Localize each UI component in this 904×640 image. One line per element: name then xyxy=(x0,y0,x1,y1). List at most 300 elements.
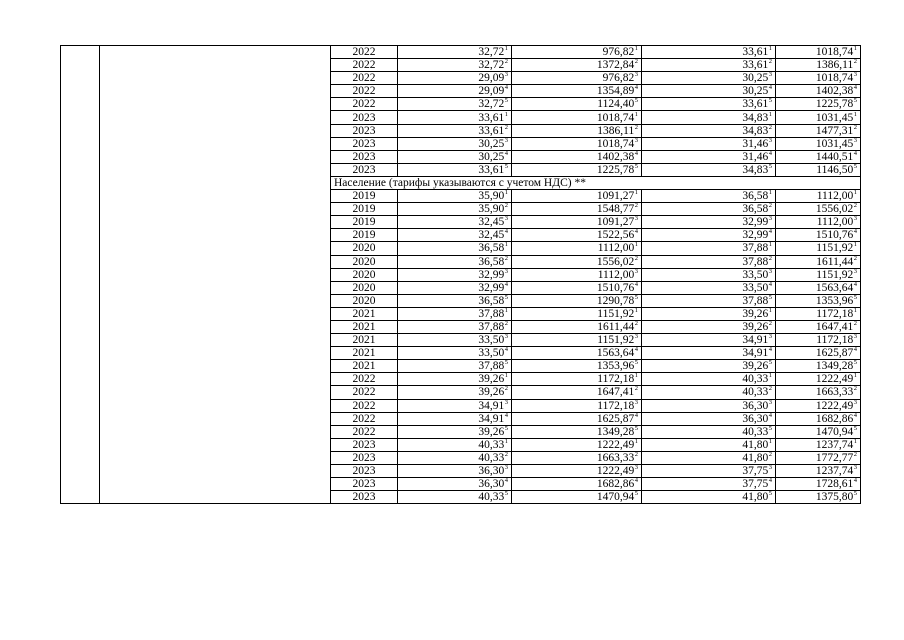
footnote-mark: 1 xyxy=(504,110,508,118)
footnote-mark: 5 xyxy=(853,294,857,301)
footnote-mark: 1 xyxy=(853,438,857,445)
year-cell: 2019 xyxy=(331,203,398,216)
tariff-value: 32,99 xyxy=(742,216,769,229)
footnote-mark: 3 xyxy=(853,215,857,223)
tariff-value: 39,26 xyxy=(478,425,505,438)
tariff-value: 41,80 xyxy=(742,451,769,464)
tariff-value: 30,25 xyxy=(742,85,769,98)
tariff-value: 34,91 xyxy=(742,347,769,360)
tariff-cell-4 xyxy=(776,150,861,163)
tariff-value: 33,50 xyxy=(742,268,769,281)
footnote-mark: 1 xyxy=(853,372,857,380)
tariff-value: 41,80 xyxy=(742,491,769,504)
tariff-value: 32,45 xyxy=(478,216,505,229)
footnote-mark: 3 xyxy=(634,399,638,406)
tariff-value: 1386,11 xyxy=(816,59,854,72)
footnote-mark: 4 xyxy=(853,412,857,419)
footnote-mark: 3 xyxy=(504,333,508,341)
year-cell: 2022 xyxy=(331,373,398,386)
tariff-value: 32,99 xyxy=(478,268,505,281)
tariff-cell-4 xyxy=(776,203,861,216)
footnote-mark: 4 xyxy=(768,412,772,419)
tariff-cell-4 xyxy=(776,229,861,242)
footnote-mark: 3 xyxy=(768,268,772,275)
tariff-value: 1222,49 xyxy=(815,373,854,386)
tariff-value: 1477,31 xyxy=(815,124,854,137)
tariff-cell-4 xyxy=(776,59,861,72)
tariff-cell-3 xyxy=(642,268,776,281)
footnote-mark: 4 xyxy=(634,477,638,485)
tariff-value: 1018,74 xyxy=(596,111,635,124)
footnote-mark: 2 xyxy=(634,451,638,458)
tariff-value: 34,91 xyxy=(742,334,769,347)
footnote-mark: 3 xyxy=(853,71,857,79)
tariff-value: 40,33 xyxy=(478,438,505,451)
footnote-mark: 1 xyxy=(634,189,638,197)
tariff-cell-3 xyxy=(642,150,776,163)
footnote-mark: 5 xyxy=(634,359,638,367)
tariff-value: 1151,92 xyxy=(816,242,854,255)
footnote-mark: 4 xyxy=(853,281,857,288)
footnote-mark: 5 xyxy=(504,490,508,498)
footnote-mark: 3 xyxy=(768,333,772,341)
tariff-cell-3 xyxy=(642,163,776,176)
footnote-mark: 5 xyxy=(768,294,772,301)
tariff-cell-3 xyxy=(642,491,776,504)
year-cell: 2019 xyxy=(331,216,398,229)
tariff-cell-2 xyxy=(512,438,642,451)
tariff-value: 31,46 xyxy=(742,150,769,163)
tariff-cell-1 xyxy=(398,451,512,464)
year-cell: 2020 xyxy=(331,242,398,255)
year-cell: 2021 xyxy=(331,347,398,360)
footnote-mark: 3 xyxy=(504,464,508,472)
tariff-value: 35,90 xyxy=(478,190,505,203)
tariff-value: 41,80 xyxy=(742,438,769,451)
tariff-cell-3 xyxy=(642,465,776,478)
footnote-mark: 1 xyxy=(768,189,772,197)
footnote-mark: 1 xyxy=(768,307,772,314)
tariff-cell-4 xyxy=(776,373,861,386)
tariff-cell-2 xyxy=(512,373,642,386)
tariff-value: 1222,49 xyxy=(596,438,635,451)
tariff-cell-2 xyxy=(512,190,642,203)
tariff-cell-2 xyxy=(512,491,642,504)
year-cell: 2022 xyxy=(331,85,398,98)
footnote-mark: 3 xyxy=(768,399,772,406)
footnote-mark: 4 xyxy=(504,346,508,354)
footnote-mark: 3 xyxy=(504,399,508,406)
footnote-mark: 1 xyxy=(504,241,508,249)
tariff-value: 29,09 xyxy=(478,72,505,85)
footnote-mark: 2 xyxy=(768,58,772,66)
year-cell: 2023 xyxy=(331,124,398,137)
footnote-mark: 5 xyxy=(504,163,508,170)
footnote-mark: 3 xyxy=(853,268,857,275)
footnote-mark: 5 xyxy=(853,490,857,498)
tariff-value: 34,91 xyxy=(478,412,505,425)
footnote-mark: 5 xyxy=(768,163,772,170)
footnote-mark: 5 xyxy=(634,425,638,432)
footnote-mark: 1 xyxy=(768,438,772,445)
footnote-mark: 1 xyxy=(853,189,857,197)
tariff-value: 36,58 xyxy=(478,255,505,268)
footnote-mark: 2 xyxy=(768,255,772,262)
footnote-mark: 3 xyxy=(768,464,772,472)
footnote-mark: 3 xyxy=(634,137,638,144)
tariff-cell-2 xyxy=(512,242,642,255)
footnote-mark: 3 xyxy=(634,268,638,275)
footnote-mark: 2 xyxy=(504,58,508,66)
footnote-mark: 3 xyxy=(504,137,508,144)
tariff-cell-1 xyxy=(398,412,512,425)
tariff-cell-1 xyxy=(398,399,512,412)
footnote-mark: 5 xyxy=(853,359,857,367)
tariff-value: 1237,74 xyxy=(815,465,854,478)
tariff-cell-1 xyxy=(398,347,512,360)
tariff-cell-1 xyxy=(398,425,512,438)
tariff-cell-4 xyxy=(776,216,861,229)
tariff-value: 40,33 xyxy=(742,373,769,386)
tariff-cell-3 xyxy=(642,425,776,438)
tariff-value: 1663,33 xyxy=(815,386,854,399)
tariff-value: 1772,77 xyxy=(815,451,854,464)
tariff-table xyxy=(60,45,861,504)
tariff-value: 1728,61 xyxy=(815,478,854,491)
footnote-mark: 4 xyxy=(853,150,857,157)
tariff-value: 39,26 xyxy=(742,321,769,334)
tariff-cell-2 xyxy=(512,255,642,268)
year-cell: 2021 xyxy=(331,334,398,347)
section-title: Население (тарифы указываются с учетом НДС) ** xyxy=(331,176,861,189)
tariff-value: 1146,50 xyxy=(816,163,854,176)
footnote-mark: 2 xyxy=(853,451,857,458)
tariff-value: 32,99 xyxy=(478,281,505,294)
tariff-cell-1 xyxy=(398,478,512,491)
footnote-mark: 5 xyxy=(634,97,638,105)
tariff-cell-2 xyxy=(512,229,642,242)
tariff-value: 1151,92 xyxy=(597,307,635,320)
tariff-cell-4 xyxy=(776,72,861,85)
tariff-cell-4 xyxy=(776,347,861,360)
tariff-value: 36,30 xyxy=(478,465,505,478)
tariff-value: 30,25 xyxy=(478,150,505,163)
footnote-mark: 5 xyxy=(853,97,857,105)
footnote-mark: 1 xyxy=(634,307,638,314)
year-cell: 2022 xyxy=(331,399,398,412)
tariff-value: 33,61 xyxy=(478,111,505,124)
tariff-value: 1510,76 xyxy=(596,281,635,294)
footnote-mark: 1 xyxy=(504,189,508,197)
footnote-mark: 3 xyxy=(768,137,772,144)
tariff-cell-1 xyxy=(398,465,512,478)
tariff-value: 1112,00 xyxy=(816,216,854,229)
tariff-value: 30,25 xyxy=(742,72,769,85)
footnote-mark: 2 xyxy=(853,255,857,262)
tariff-value: 36,30 xyxy=(742,412,769,425)
footnote-mark: 1 xyxy=(853,241,857,249)
tariff-cell-3 xyxy=(642,438,776,451)
tariff-cell-4 xyxy=(776,98,861,111)
tariff-cell-1 xyxy=(398,334,512,347)
tariff-value: 37,88 xyxy=(478,360,505,373)
footnote-mark: 5 xyxy=(504,97,508,105)
tariff-cell-1 xyxy=(398,281,512,294)
footnote-mark: 2 xyxy=(853,124,857,131)
tariff-cell-3 xyxy=(642,216,776,229)
tariff-value: 1031,45 xyxy=(815,137,854,150)
tariff-cell-3 xyxy=(642,255,776,268)
footnote-mark: 5 xyxy=(853,425,857,432)
tariff-value: 1647,41 xyxy=(596,386,635,399)
year-cell: 2020 xyxy=(331,268,398,281)
tariff-cell-2 xyxy=(512,360,642,373)
tariff-cell-1 xyxy=(398,190,512,203)
tariff-cell-4 xyxy=(776,255,861,268)
year-cell: 2022 xyxy=(331,59,398,72)
year-cell: 2022 xyxy=(331,72,398,85)
tariff-value: 34,83 xyxy=(742,124,769,137)
tariff-cell-4 xyxy=(776,242,861,255)
tariff-value: 39,26 xyxy=(742,307,769,320)
tariff-cell-1 xyxy=(398,360,512,373)
footnote-mark: 5 xyxy=(504,359,508,367)
tariff-value: 1647,41 xyxy=(815,321,854,334)
year-cell: 2019 xyxy=(331,190,398,203)
tariff-value: 1470,94 xyxy=(596,491,635,504)
tariff-value: 1470,94 xyxy=(815,425,854,438)
tariff-value: 1172,18 xyxy=(816,334,854,347)
footnote-mark: 3 xyxy=(853,137,857,144)
tariff-cell-2 xyxy=(512,59,642,72)
footnote-mark: 1 xyxy=(634,372,638,380)
tariff-cell-2 xyxy=(512,334,642,347)
tariff-cell-4 xyxy=(776,46,861,59)
tariff-value: 36,58 xyxy=(478,242,505,255)
tariff-value: 33,61 xyxy=(742,46,769,59)
tariff-value: 37,88 xyxy=(742,242,769,255)
tariff-cell-2 xyxy=(512,137,642,150)
tariff-cell-2 xyxy=(512,124,642,137)
tariff-value: 1031,45 xyxy=(815,111,854,124)
footnote-mark: 4 xyxy=(504,412,508,419)
tariff-cell-1 xyxy=(398,150,512,163)
tariff-value: 39,26 xyxy=(742,360,769,373)
tariff-value: 1112,00 xyxy=(597,268,635,281)
tariff-cell-2 xyxy=(512,163,642,176)
tariff-cell-1 xyxy=(398,386,512,399)
footnote-mark: 4 xyxy=(768,228,772,236)
tariff-value: 37,88 xyxy=(742,255,769,268)
footnote-mark: 2 xyxy=(504,320,508,328)
tariff-value: 1124,40 xyxy=(597,98,635,111)
tariff-cell-1 xyxy=(398,124,512,137)
footnote-mark: 4 xyxy=(504,281,508,288)
year-cell: 2019 xyxy=(331,229,398,242)
tariff-cell-3 xyxy=(642,307,776,320)
tariff-value: 1682,86 xyxy=(815,412,854,425)
tariff-cell-4 xyxy=(776,281,861,294)
year-cell: 2020 xyxy=(331,281,398,294)
tariff-cell-2 xyxy=(512,412,642,425)
footnote-mark: 5 xyxy=(768,425,772,432)
tariff-cell-4 xyxy=(776,451,861,464)
tariff-cell-3 xyxy=(642,294,776,307)
tariff-value: 34,83 xyxy=(742,111,769,124)
footnote-mark: 3 xyxy=(853,333,857,341)
tariff-value: 37,75 xyxy=(742,465,769,478)
footnote-mark: 4 xyxy=(634,228,638,236)
footnote-mark: 5 xyxy=(768,490,772,498)
tariff-cell-2 xyxy=(512,203,642,216)
footnote-mark: 2 xyxy=(768,202,772,210)
footnote-mark: 4 xyxy=(768,84,772,92)
footnote-mark: 1 xyxy=(768,372,772,380)
footnote-mark: 5 xyxy=(504,294,508,301)
footnote-mark: 4 xyxy=(768,346,772,354)
tariff-value: 1556,02 xyxy=(815,203,854,216)
tariff-table-body xyxy=(61,46,861,504)
tariff-value: 40,33 xyxy=(742,425,769,438)
footnote-mark: 3 xyxy=(634,333,638,341)
tariff-cell-3 xyxy=(642,137,776,150)
tariff-value: 1353,96 xyxy=(596,360,635,373)
tariff-cell-1 xyxy=(398,216,512,229)
tariff-value: 36,30 xyxy=(478,478,505,491)
year-cell: 2022 xyxy=(331,98,398,111)
tariff-value: 1386,11 xyxy=(597,124,635,137)
footnote-mark: 2 xyxy=(768,385,772,393)
tariff-cell-4 xyxy=(776,438,861,451)
footnote-mark: 2 xyxy=(634,58,638,66)
tariff-cell-1 xyxy=(398,307,512,320)
tariff-value: 34,83 xyxy=(742,163,769,176)
tariff-cell-1 xyxy=(398,268,512,281)
footnote-mark: 1 xyxy=(768,110,772,118)
tariff-cell-1 xyxy=(398,59,512,72)
tariff-value: 36,58 xyxy=(742,190,769,203)
footnote-mark: 4 xyxy=(504,228,508,236)
tariff-cell-2 xyxy=(512,425,642,438)
tariff-value: 37,88 xyxy=(478,321,505,334)
tariff-cell-4 xyxy=(776,124,861,137)
tariff-value: 39,26 xyxy=(478,386,505,399)
tariff-value: 1510,76 xyxy=(815,229,854,242)
tariff-value: 1222,49 xyxy=(596,465,635,478)
document-page xyxy=(60,45,860,504)
tariff-cell-1 xyxy=(398,163,512,176)
footnote-mark: 3 xyxy=(634,215,638,223)
year-cell: 2023 xyxy=(331,150,398,163)
tariff-value: 33,61 xyxy=(478,124,505,137)
tariff-value: 1290,78 xyxy=(596,294,635,307)
year-cell: 2023 xyxy=(331,491,398,504)
tariff-cell-2 xyxy=(512,347,642,360)
footnote-mark: 2 xyxy=(504,385,508,393)
tariff-cell-3 xyxy=(642,373,776,386)
tariff-cell-2 xyxy=(512,216,642,229)
footnote-mark: 4 xyxy=(853,228,857,236)
year-cell: 2023 xyxy=(331,465,398,478)
footnote-mark: 4 xyxy=(634,346,638,354)
tariff-cell-3 xyxy=(642,451,776,464)
tariff-value: 1349,28 xyxy=(596,425,635,438)
tariff-value: 1625,87 xyxy=(596,412,635,425)
footnote-mark: 1 xyxy=(634,241,638,249)
tariff-cell-2 xyxy=(512,281,642,294)
year-cell: 2022 xyxy=(331,425,398,438)
tariff-cell-1 xyxy=(398,98,512,111)
tariff-value: 33,50 xyxy=(478,334,505,347)
tariff-value: 1172,18 xyxy=(816,307,854,320)
tariff-cell-2 xyxy=(512,111,642,124)
tariff-value: 36,58 xyxy=(478,294,505,307)
footnote-mark: 1 xyxy=(504,438,508,445)
tariff-cell-2 xyxy=(512,451,642,464)
tariff-cell-3 xyxy=(642,46,776,59)
footnote-mark: 5 xyxy=(768,359,772,367)
tariff-cell-1 xyxy=(398,72,512,85)
footnote-mark: 3 xyxy=(853,399,857,406)
tariff-cell-4 xyxy=(776,465,861,478)
footnote-mark: 2 xyxy=(853,58,857,66)
tariff-value: 976,82 xyxy=(602,72,635,85)
tariff-value: 1663,33 xyxy=(596,451,635,464)
tariff-value: 36,30 xyxy=(742,399,769,412)
year-cell: 2020 xyxy=(331,294,398,307)
tariff-value: 1440,51 xyxy=(815,150,854,163)
tariff-value: 29,09 xyxy=(478,85,505,98)
year-cell: 2020 xyxy=(331,255,398,268)
tariff-cell-4 xyxy=(776,360,861,373)
footnote-mark: 4 xyxy=(853,346,857,354)
tariff-value: 35,90 xyxy=(478,203,505,216)
tariff-cell-3 xyxy=(642,386,776,399)
tariff-cell-2 xyxy=(512,85,642,98)
tariff-value: 1556,02 xyxy=(596,255,635,268)
tariff-value: 37,88 xyxy=(742,294,769,307)
tariff-cell-3 xyxy=(642,347,776,360)
footnote-mark: 3 xyxy=(504,268,508,275)
tariff-cell-4 xyxy=(776,412,861,425)
tariff-cell-4 xyxy=(776,137,861,150)
footnote-mark: 4 xyxy=(504,150,508,157)
footnote-mark: 2 xyxy=(634,385,638,393)
tariff-cell-3 xyxy=(642,203,776,216)
tariff-cell-1 xyxy=(398,255,512,268)
footnote-mark: 4 xyxy=(768,281,772,288)
tariff-cell-4 xyxy=(776,334,861,347)
tariff-cell-2 xyxy=(512,150,642,163)
tariff-value: 32,45 xyxy=(478,229,505,242)
tariff-cell-2 xyxy=(512,46,642,59)
tariff-cell-3 xyxy=(642,111,776,124)
footnote-mark: 1 xyxy=(853,45,857,53)
tariff-value: 39,26 xyxy=(478,373,505,386)
tariff-cell-2 xyxy=(512,307,642,320)
tariff-cell-4 xyxy=(776,307,861,320)
footnote-mark: 3 xyxy=(768,71,772,79)
tariff-cell-1 xyxy=(398,373,512,386)
tariff-value: 40,33 xyxy=(478,491,505,504)
footnote-mark: 2 xyxy=(634,255,638,262)
tariff-cell-2 xyxy=(512,465,642,478)
footnote-mark: 4 xyxy=(634,150,638,157)
tariff-cell-4 xyxy=(776,478,861,491)
footnote-mark: 1 xyxy=(634,110,638,118)
tariff-value: 1563,64 xyxy=(596,347,635,360)
tariff-value: 1349,28 xyxy=(815,360,854,373)
